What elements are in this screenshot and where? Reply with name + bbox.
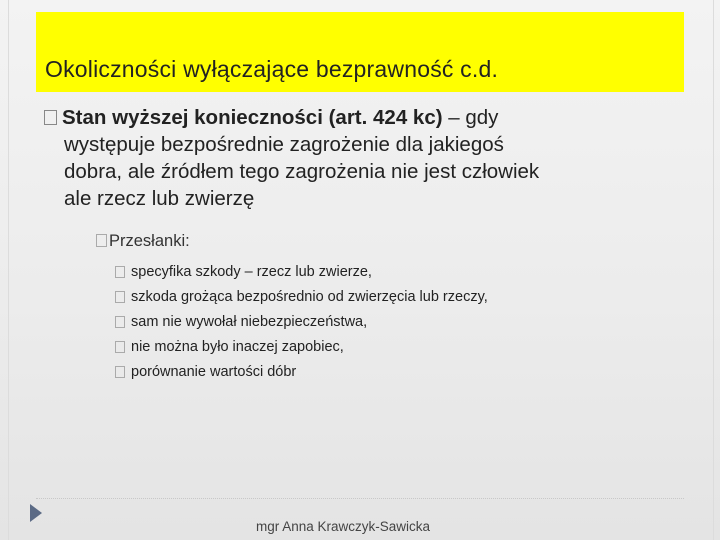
sub-heading-label: Przesłanki: bbox=[109, 232, 190, 250]
list-item-text: szkoda grożąca bezpośrednio od zwierzęcia lub rzeczy, bbox=[131, 288, 488, 305]
box-bullet-icon bbox=[115, 366, 125, 378]
box-bullet-icon bbox=[115, 341, 125, 353]
footer-divider bbox=[36, 498, 684, 499]
footer-author: mgr Anna Krawczyk-Sawicka bbox=[256, 519, 431, 534]
list-item bbox=[115, 284, 488, 309]
list-item bbox=[115, 309, 488, 334]
list-item-text: nie można było inaczej zapobiec, bbox=[131, 338, 344, 355]
slide-title: Okoliczności wyłączające bezprawność c.d. bbox=[45, 56, 499, 82]
box-bullet-icon bbox=[96, 234, 107, 247]
list-item-text: specyfika szkody – rzecz lub zwierze, bbox=[131, 263, 372, 280]
list-item bbox=[115, 259, 488, 284]
play-arrow-icon[interactable] bbox=[30, 504, 42, 522]
main-bullet-line-3: dobra, ale źródłem tego zagrożenia nie jest człowiek bbox=[64, 160, 540, 183]
box-bullet-icon bbox=[115, 266, 125, 278]
main-bullet bbox=[44, 104, 674, 212]
list-item bbox=[115, 334, 488, 359]
main-bullet-line-4: ale rzecz lub zwierzę bbox=[64, 187, 255, 210]
sub-heading bbox=[96, 232, 190, 251]
box-bullet-icon bbox=[44, 110, 57, 125]
conditions-list bbox=[115, 259, 488, 384]
box-bullet-icon bbox=[115, 291, 125, 303]
list-item-text: sam nie wywołał niebezpieczeństwa, bbox=[131, 313, 368, 330]
box-bullet-icon bbox=[115, 316, 125, 328]
main-bullet-line1-rest: – gdy bbox=[442, 106, 499, 129]
list-item-text: porównanie wartości dóbr bbox=[131, 363, 297, 380]
main-bullet-line-2: występuje bezpośrednie zagrożenie dla jakiegoś bbox=[64, 133, 504, 156]
list-item bbox=[115, 359, 488, 384]
main-bullet-bold: Stan wyższej konieczności (art. 424 kc) bbox=[62, 106, 443, 129]
main-bullet-line-1 bbox=[44, 104, 674, 131]
